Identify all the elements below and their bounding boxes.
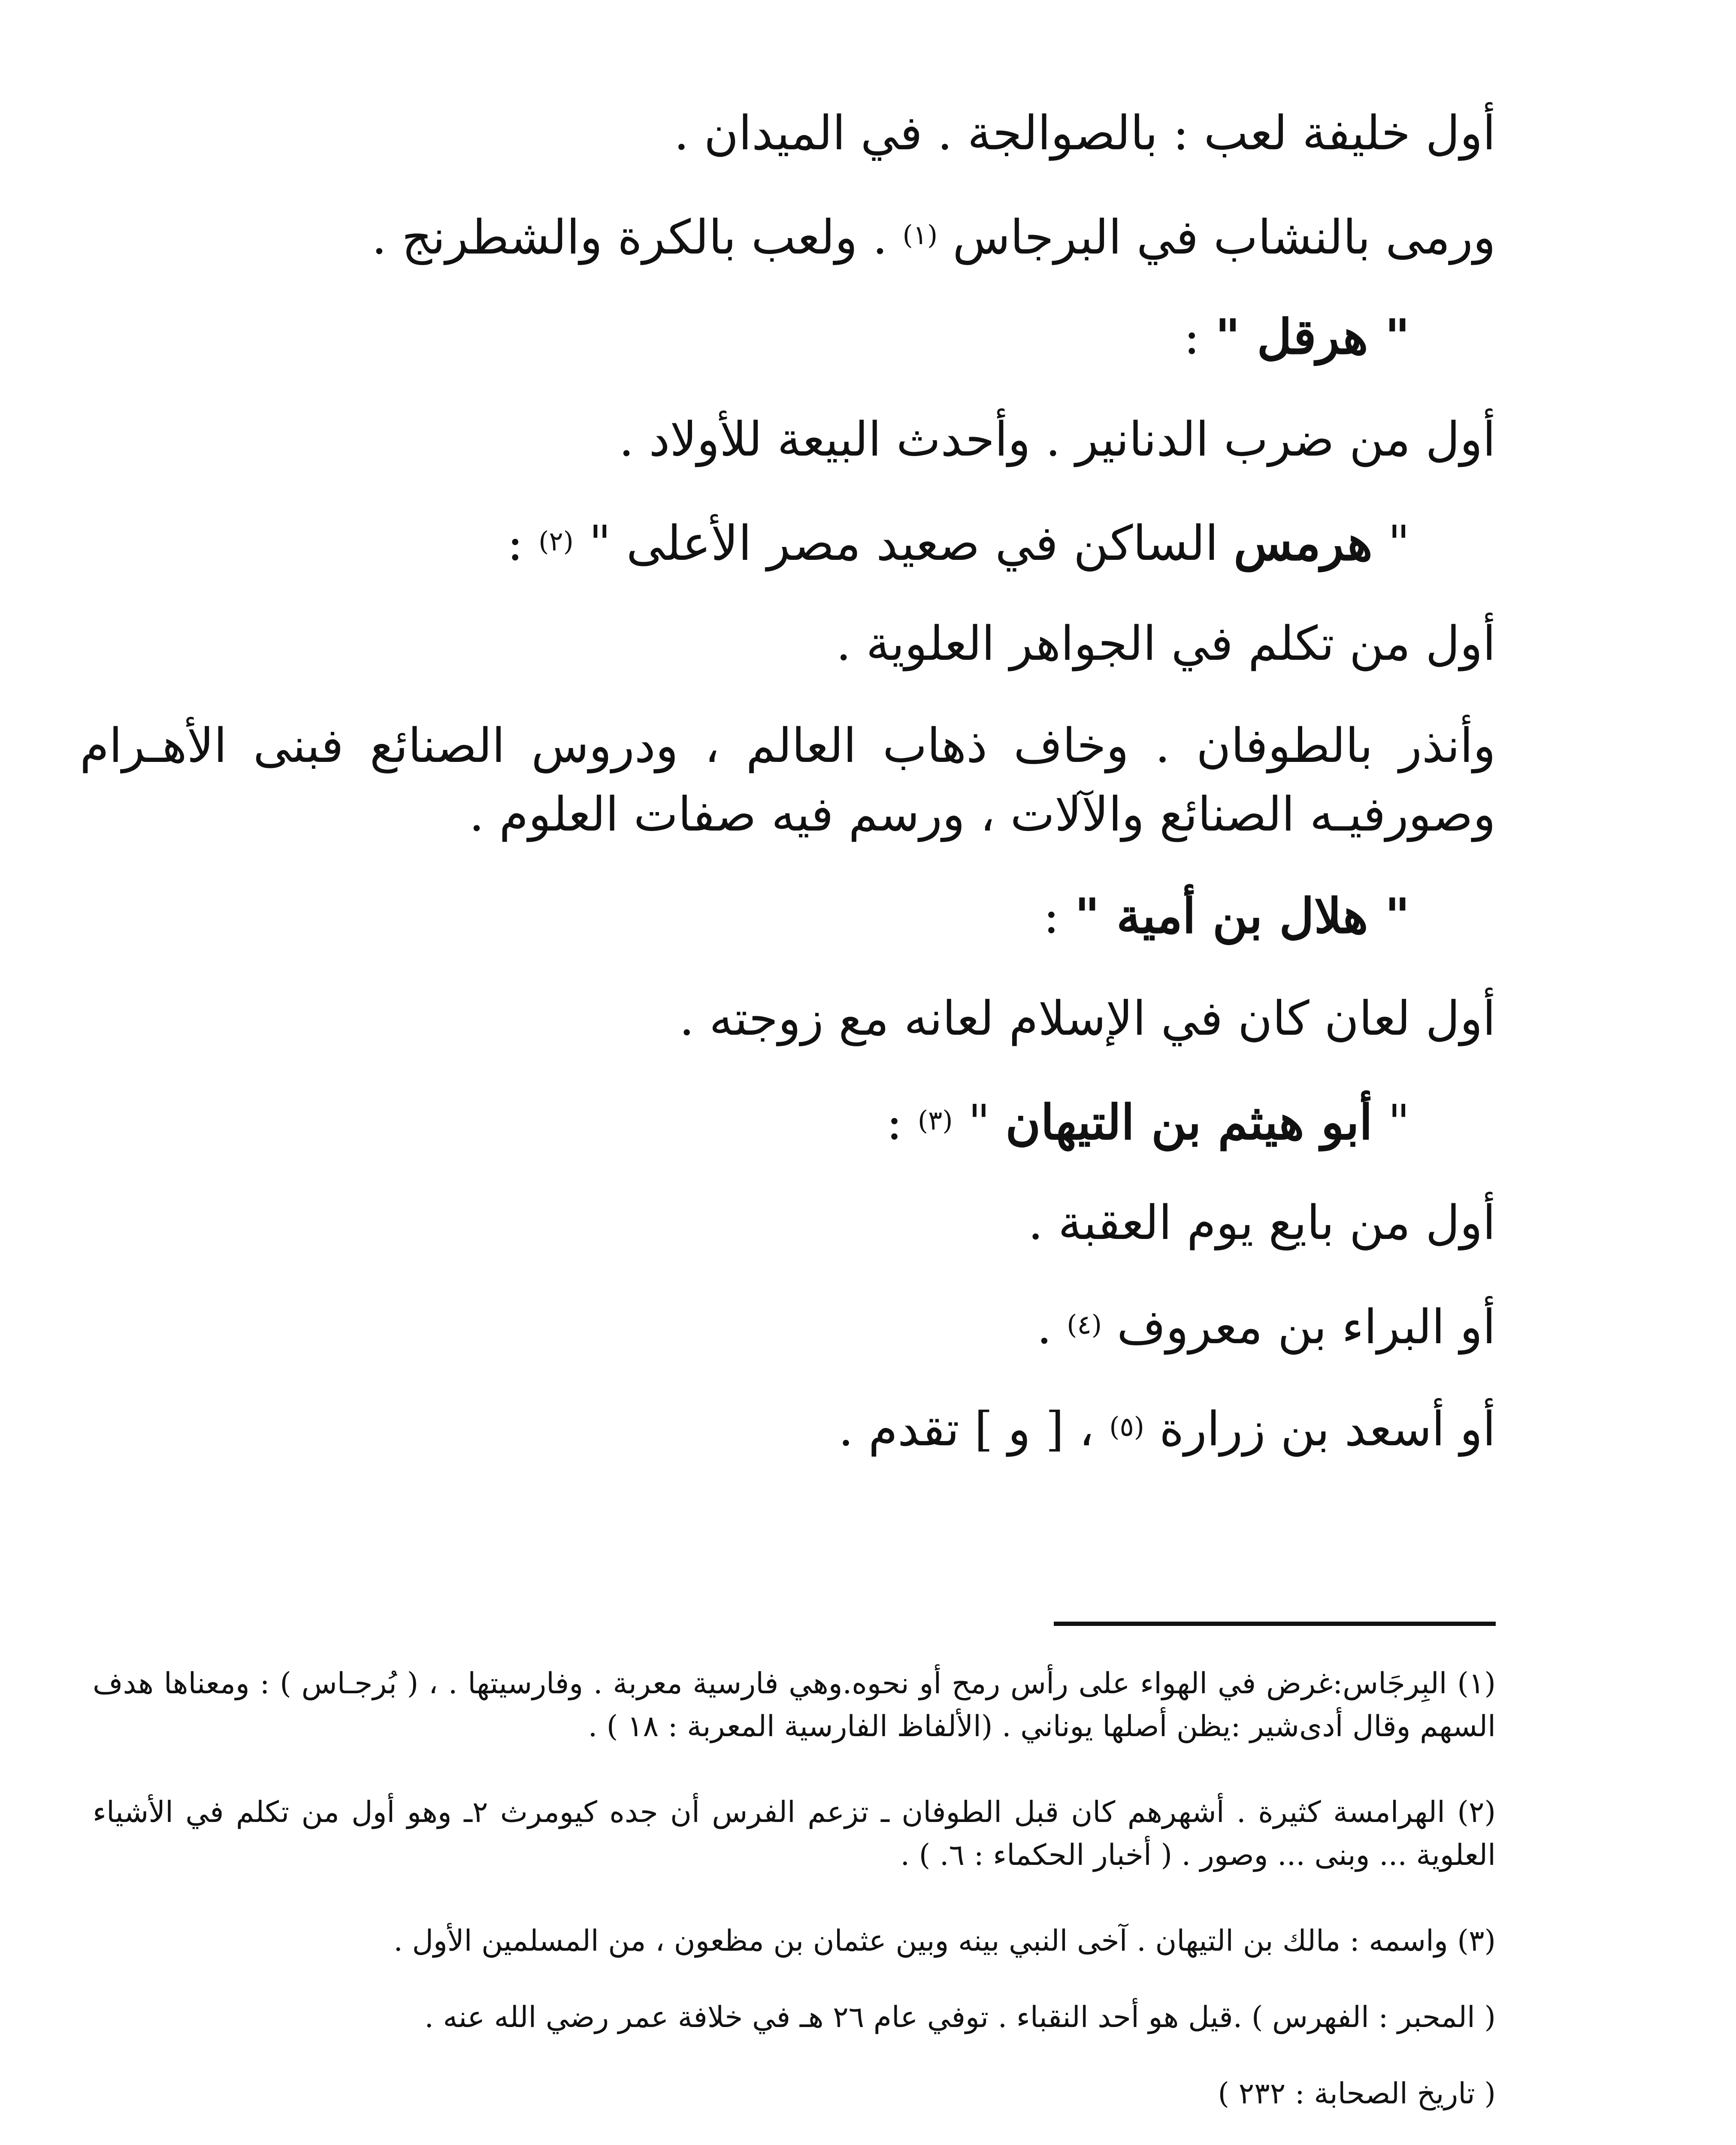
line-text: أول من تكلم في الجواهر العلوية .: [836, 616, 1496, 671]
text-line: [80, 1290, 1496, 1359]
footnote: ( المحبر : الفهرس ) .قيل هو أحد النقباء . توفي عام ٢٦ هـ في خلافة عمر رضي الله عنه .: [424, 2000, 1496, 2034]
line-text: أول من ضرب الدنانير . وأحدث البيعة للأولاد .: [619, 412, 1496, 467]
footnote: ( تاريخ الصحابة : ٢٣٢ ): [1218, 2077, 1496, 2111]
text-line: [80, 201, 1496, 269]
heading-colon: :: [886, 1095, 903, 1151]
main-text: [80, 99, 1496, 1495]
footnote-ref: (١): [902, 219, 938, 251]
footnote-ref: (٤): [1067, 1309, 1102, 1340]
text-line: [80, 99, 1496, 167]
line-text: وأنذر بالطوفان . وخاف ذهاب العالم ، ودروس الصنائع فبنى الأهـرام وصورفيـه الصنائع والآلات ، ورسم فيه صفات العلوم .: [80, 718, 1496, 842]
heading-quote: ": [1388, 1095, 1410, 1151]
line-text: أول من بايع يوم العقبة .: [1028, 1195, 1496, 1250]
heading-hilal: [80, 882, 1410, 951]
footnote-ref: (٣): [917, 1105, 953, 1136]
line-text: أول لعان كان في الإسلام لعانه مع زوجته .: [679, 991, 1496, 1046]
text-line: [80, 984, 1496, 1053]
line-text: ، [ و ] تقدم .: [838, 1402, 1095, 1456]
heading-name: " هلال بن أمية ": [1074, 888, 1410, 944]
line-text: .: [1037, 1299, 1052, 1354]
text-paragraph: [80, 711, 1496, 849]
heading-name: " هرقل ": [1215, 309, 1410, 365]
line-text: . ولعب بالكرة والشطرنج .: [372, 210, 888, 265]
text-line: [80, 1188, 1496, 1257]
line-text: أو أسعد بن زرارة: [1159, 1402, 1496, 1456]
footnote-ref: (٢): [538, 526, 574, 557]
heading-colon: :: [1183, 309, 1200, 365]
line-text: ورمى بالنشاب في البرجاس: [953, 210, 1496, 265]
footnote: (١) البِرجَاس:غرض في الهواء على رأس رمح أو نحوه.وهي فارسية معربة . وفارسيتها . ، ( بُرجـاس ) : ومعناها هدف السهم وقال أدى‌شير :يظن أصلها يوناني . (الألفاظ الفارسية المعربة : ١٨ ) .: [93, 1667, 1496, 1743]
heading-heraql: [80, 303, 1410, 372]
footnote: (٢) الهرامسة كثيرة . أشهرهم كان قبل الطوفان ـ تزعم الفرس أن جده كيومرث ٢ـ وهو أول من تكلم في الأشياء العلوية ... وبنى ... وصور . ( أخبار الحكماء : ٦. ) .: [93, 1795, 1496, 1872]
heading-colon: :: [507, 516, 523, 571]
footnotes: [93, 1662, 1496, 2145]
heading-colon: :: [1043, 888, 1060, 944]
heading-rest: الساكن في صعيد مصر الأعلى ": [589, 516, 1219, 571]
footnote: (٣) واسمه : مالك بن التيهان . آخى النبي بينه وبين عثمان بن مظعون ، من المسلمين الأول .: [393, 1924, 1496, 1958]
heading-name: هرمس: [1234, 515, 1373, 571]
line-text: أول خليفة لعب : بالصوالجة . في الميدان .: [674, 106, 1496, 160]
text-line: [80, 609, 1496, 678]
heading-quote: ": [968, 1095, 990, 1151]
footnote-ref: (٥): [1109, 1411, 1144, 1442]
line-text: أو البراء بن معروف: [1116, 1299, 1496, 1354]
heading-hermes: [80, 507, 1410, 576]
heading-quote: ": [1388, 516, 1410, 571]
heading-abu-haytham: [80, 1086, 1410, 1155]
heading-name: أبو هيثم بن التيهان: [1005, 1094, 1373, 1151]
text-line: [80, 1393, 1496, 1461]
footnote-divider: [1054, 1622, 1496, 1626]
text-line: [80, 405, 1496, 474]
